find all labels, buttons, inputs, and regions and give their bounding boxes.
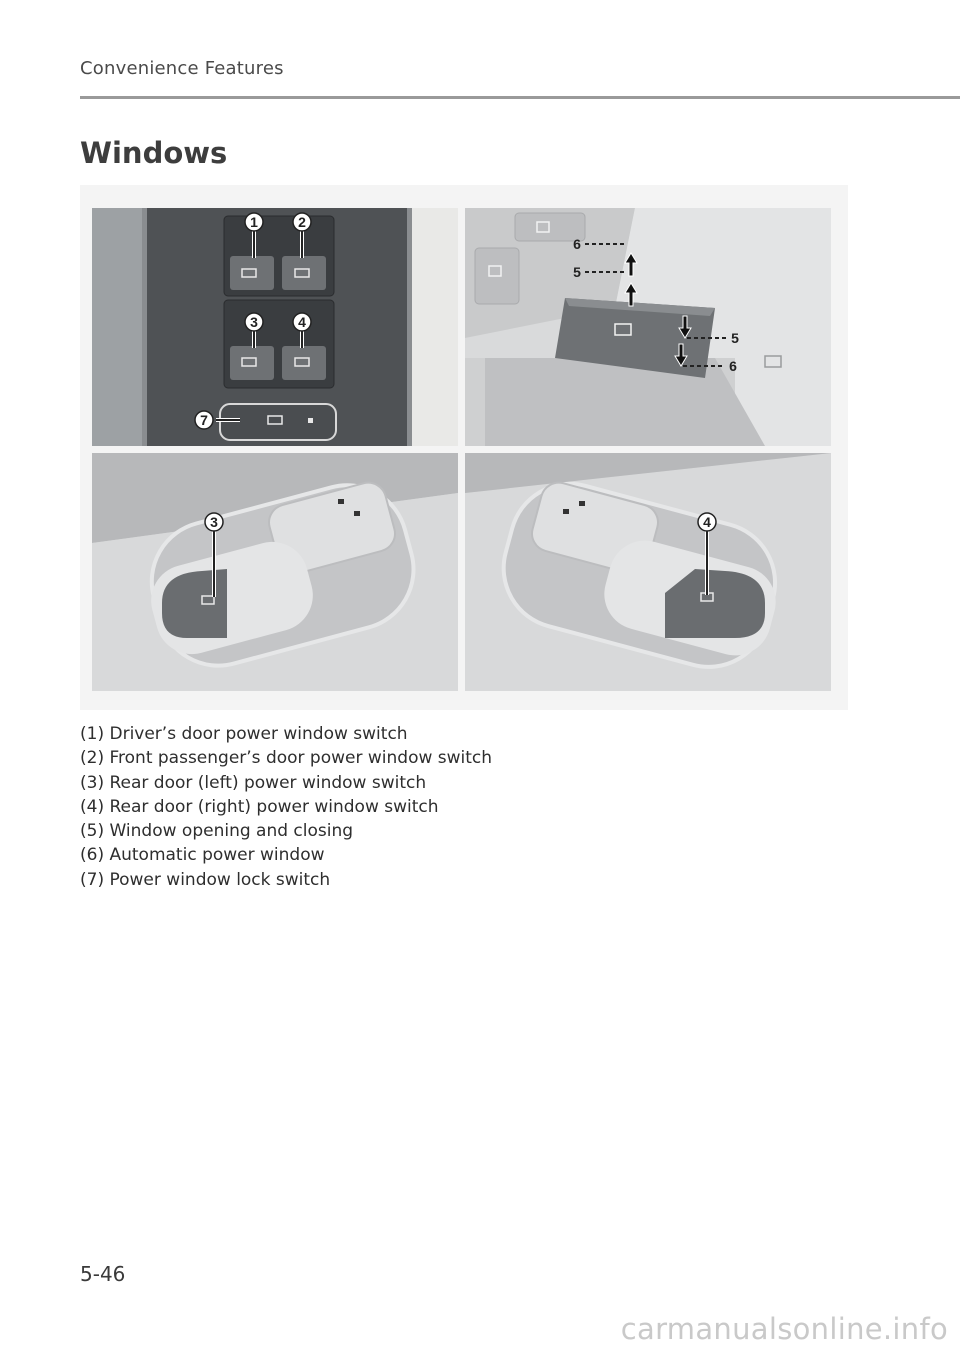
driver-window-switch[interactable]	[230, 256, 274, 290]
rear-right-switch-master[interactable]	[282, 346, 326, 380]
page-number: 5-46	[80, 1262, 126, 1286]
callout-6-up	[573, 236, 581, 252]
callout-3-rear	[205, 513, 223, 531]
watermark: carmanualsonline.info	[620, 1312, 948, 1346]
svg-text:7: 7	[200, 412, 208, 428]
switch-operation-panel	[465, 208, 831, 446]
svg-text:5: 5	[731, 330, 739, 346]
callout-7	[195, 411, 213, 429]
callout-5-down	[731, 330, 739, 346]
callout-1	[245, 213, 263, 231]
window-switch-figure	[80, 185, 848, 710]
callout-4	[293, 313, 311, 331]
rear-left-door-panel	[92, 453, 458, 691]
callout-5-up	[573, 264, 581, 280]
legend-item: (2) Front passenger’s door power window switch	[80, 748, 493, 769]
callout-3	[245, 313, 263, 331]
svg-text:4: 4	[298, 314, 306, 330]
section-header: Convenience Features	[80, 58, 284, 79]
passenger-window-switch[interactable]	[282, 256, 326, 290]
legend-item: (6) Automatic power window	[80, 845, 325, 866]
svg-text:3: 3	[250, 314, 258, 330]
legend-item: (5) Window opening and closing	[80, 821, 354, 842]
legend-item: (1) Driver’s door power window switch	[80, 724, 408, 744]
legend-item: (4) Rear door (right) power window switch	[80, 796, 439, 817]
legend-item: (3) Rear door (left) power window switch	[80, 772, 427, 793]
svg-text:2: 2	[298, 214, 306, 230]
svg-text:1: 1	[250, 214, 258, 230]
svg-text:3: 3	[210, 514, 218, 530]
svg-text:4: 4	[703, 514, 711, 530]
page-title: Windows	[80, 136, 228, 170]
callout-6-down	[729, 358, 737, 374]
callout-4-rear	[698, 513, 716, 531]
svg-text:5: 5	[573, 264, 581, 280]
figure-legend	[80, 722, 492, 892]
legend-item: (7) Power window lock switch	[80, 869, 331, 890]
driver-switch-panel	[92, 208, 458, 446]
svg-text:6: 6	[573, 236, 581, 252]
callout-2	[293, 213, 311, 231]
rear-right-door-panel	[465, 453, 831, 691]
rear-left-switch-master[interactable]	[230, 346, 274, 380]
header-rule	[80, 96, 960, 99]
svg-text:6: 6	[729, 358, 737, 374]
